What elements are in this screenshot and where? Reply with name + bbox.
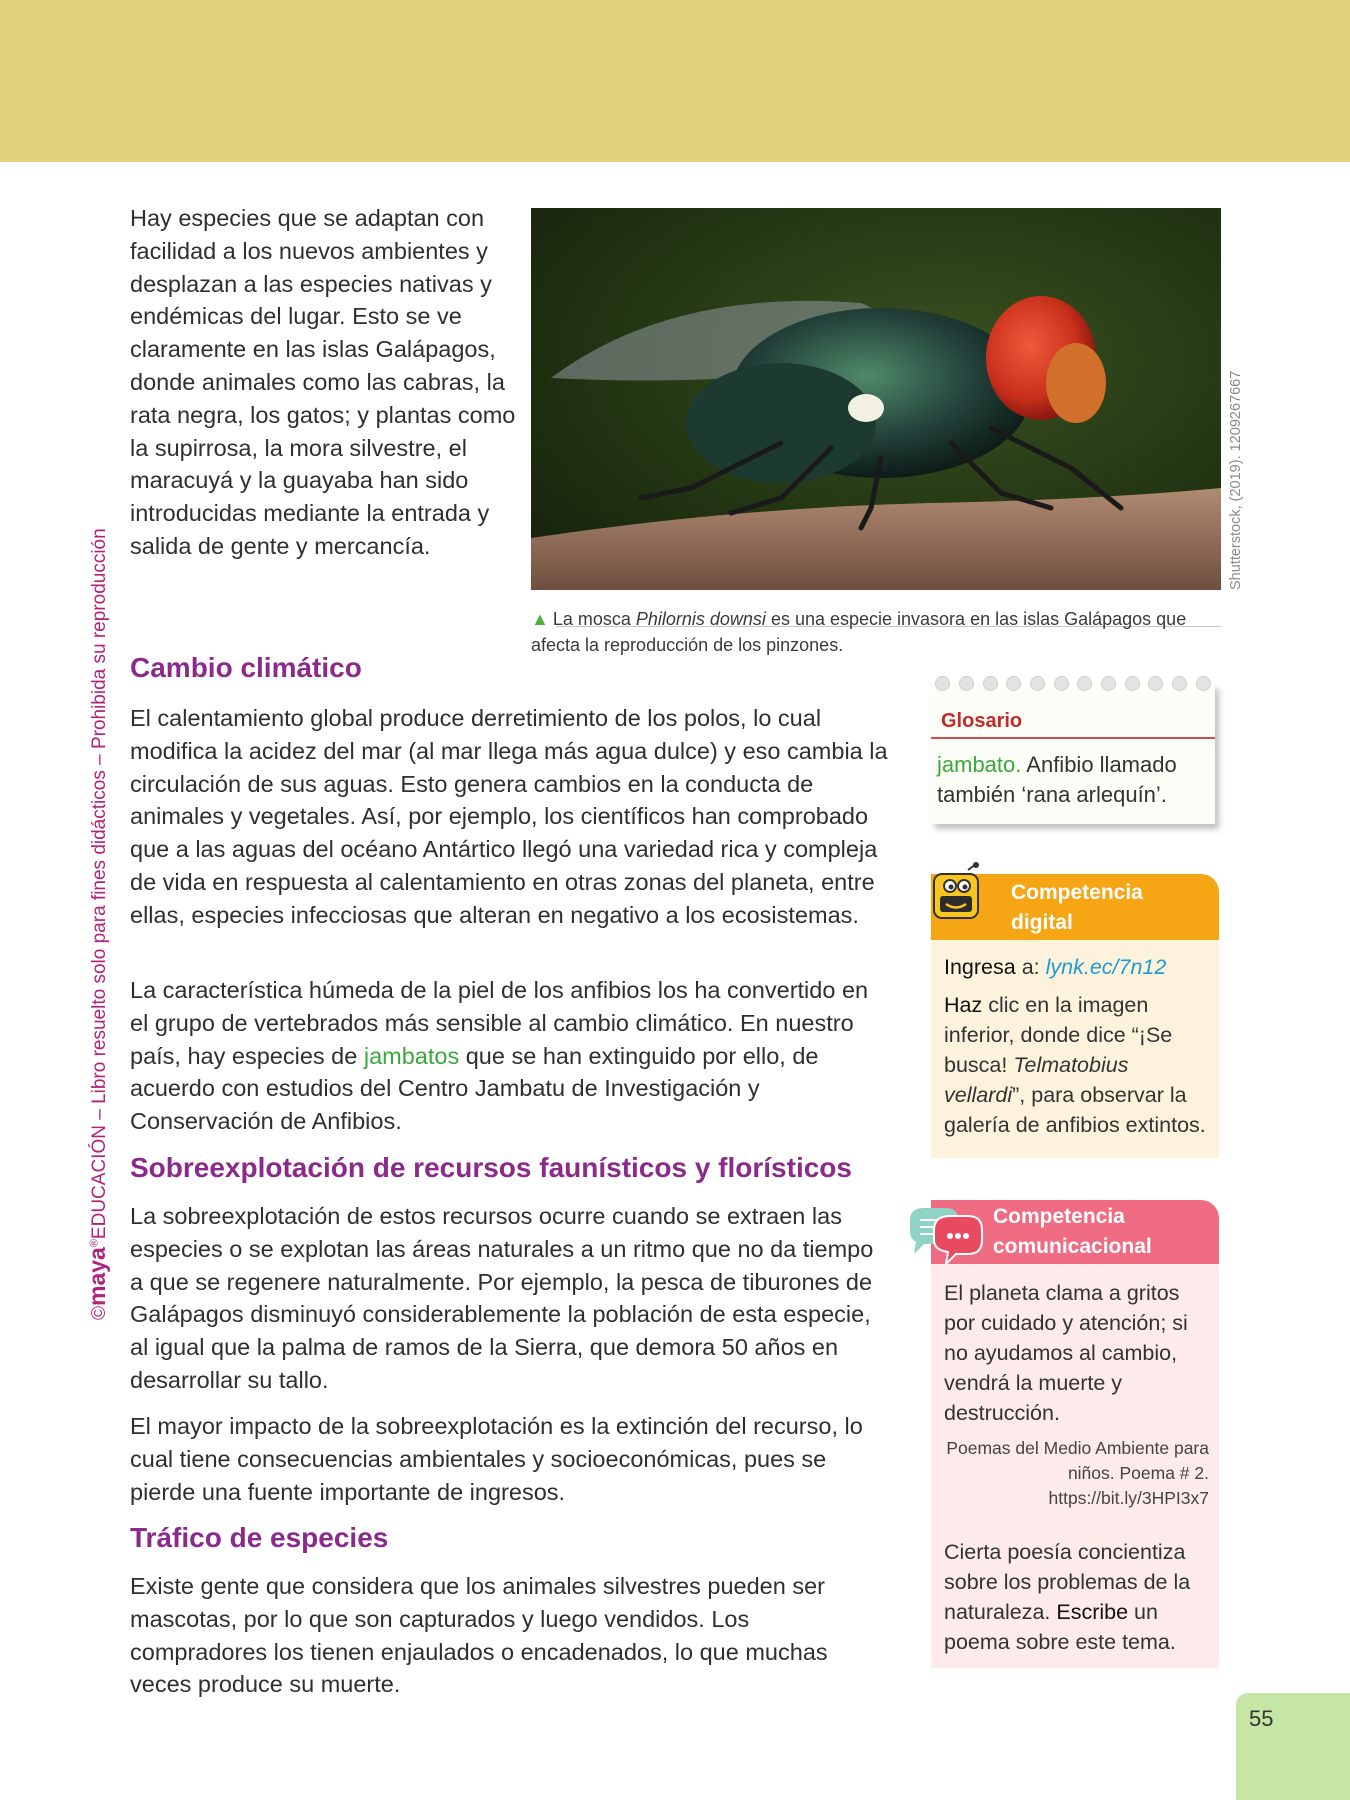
photo-credit: Shutterstock, (2019). 1209267667 bbox=[1228, 370, 1244, 590]
competencia-digital-text bbox=[944, 952, 1214, 1148]
intro-paragraph: Hay especies que se adaptan con facilidad a los nuevos ambientes y desplazan a las especies nativas y endémicas del lugar. Esto se ve claramente en las islas Galápagos, donde animales como las cabras, la rata negra, los gatos; y plantas como la supirrosa, la mora silvestre, el maracuyá y la guayaba han sido introducidas mediante la entrada y salida de gente y mercancía. bbox=[130, 205, 516, 559]
fly-photo bbox=[531, 208, 1221, 590]
competencia-comunicacional-title: Competencia comunicacional bbox=[993, 1205, 1152, 1258]
glossary-title: Glosario bbox=[941, 710, 1023, 732]
cambio-p2-start: La característica húmeda de la piel de los anfibios los ha convertido en el grupo de vertebrados más sensible al cambio climático. En nuestro país, hay especies de bbox=[130, 977, 869, 1069]
registered-symbol: ® bbox=[88, 1239, 101, 1248]
trafico-paragraph: Existe gente que considera que los animales silvestres pueden ser mascotas, por lo que son capturados y luego vendidos. Los compradores los tienen enjaulados o encadenados, lo que muchas veces produce su muerte. bbox=[130, 1573, 828, 1698]
task-text-end: un poema sobre este tema. bbox=[944, 1600, 1176, 1654]
glossary-underline bbox=[931, 737, 1215, 739]
caption-text-end: es una especie invasora en las islas Galápagos que afecta la reproducción de los pinzones. bbox=[531, 609, 1187, 655]
glossary-term: jambato. bbox=[937, 752, 1022, 777]
sobre-paragraph-1: La sobreexplotación de estos recursos ocurre cuando se extraen las especies o se explotan las áreas naturales a un ritmo que no da tiempo a que se regenere naturalmente. Por ejemplo, la pesca de tiburones de Galápagos disminuyó considerablemente la población de esta especie, al igual que la palma de ramos de la Sierra, que demora 50 años en desarrollar su tallo. bbox=[130, 1203, 874, 1393]
cambio-paragraph-1: El calentamiento global produce derretimiento de los polos, lo cual modifica la acidez del mar (al mar llega más agua dulce) y eso cambia la circulación de sus aguas. Esto genera cambios en la conducta de animales y vegetales. Así, por ejemplo, los científicos han comprobado que a las aguas del océano Antártico llegó una variedad rica y compleja de vida en respuesta al calentamiento en otras zonas del planeta, entre ellas, especies infecciosas que alteran en negativo a los ecosistemas. bbox=[130, 705, 888, 928]
haz-label: Haz bbox=[944, 993, 983, 1017]
poem-text: El planeta clama a gritos por cuidado y atención; si no ayudamos al cambio, vendrá la muerte y destrucción. bbox=[944, 1281, 1188, 1425]
robot-icon bbox=[928, 862, 988, 932]
top-color-band bbox=[0, 0, 1350, 162]
glossary-box bbox=[931, 684, 1215, 824]
cambio-paragraph-2 bbox=[130, 974, 890, 1138]
photo-caption bbox=[531, 606, 1221, 658]
page-number: 55 bbox=[1249, 1706, 1274, 1731]
glossary-term-jambatos: jambatos bbox=[363, 1042, 460, 1069]
caption-species: Philornis downsi bbox=[635, 609, 766, 629]
cambio-p2-end: que se han extinguido por ello, de acuerdo con estudios del Centro Jambatu de Investigación y Conservación de Anfibios. bbox=[130, 1042, 819, 1135]
ingresa-connector: a: bbox=[1015, 955, 1046, 979]
glossary-definition: Anfibio llamado también ‘rana arlequín’. bbox=[937, 752, 1177, 807]
poem-source: Poemas del Medio Ambiente para niños. Poema # 2. https://bit.ly/3HPI3x7 bbox=[946, 1438, 1209, 1508]
haz-species: Telmatobius vellardi bbox=[944, 1053, 1129, 1107]
spiral-binding bbox=[931, 676, 1215, 692]
task-verb: Escribe bbox=[1056, 1600, 1129, 1624]
caption-text-start: La mosca bbox=[552, 609, 636, 629]
competencia-digital-title: Competencia digital bbox=[1011, 881, 1143, 934]
heading-cambio-climatico: Cambio climático bbox=[130, 652, 362, 683]
heading-sobreexplotacion: Sobreexplotación de recursos faunísticos y florísticos bbox=[130, 1152, 852, 1183]
brand-name: maya bbox=[84, 1247, 110, 1306]
speech-bubbles-icon bbox=[906, 1202, 986, 1272]
writing-task bbox=[944, 1537, 1209, 1657]
lynk-link[interactable]: lynk.ec/7n12 bbox=[1045, 955, 1167, 979]
caption-triangle-icon: ▲ bbox=[531, 609, 549, 629]
side-copyright-credit bbox=[84, 500, 111, 1320]
side-credit-text: EDUCACIÓN – Libro resuelto solo para fines didácticos – Prohibida su reproducción bbox=[89, 528, 110, 1240]
sobre-paragraph-2: El mayor impacto de la sobreexplotación es la extinción del recurso, lo cual tiene consecuencias ambientales y socioeconómicas, pues se pierde una fuente importante de ingresos. bbox=[130, 1413, 863, 1505]
glossary-entry bbox=[937, 750, 1211, 810]
copyright-symbol: © bbox=[89, 1306, 110, 1320]
haz-text-start: clic en la imagen inferior, donde dice “¡Se busca! bbox=[944, 993, 1173, 1077]
ingresa-label: Ingresa bbox=[944, 955, 1016, 979]
heading-trafico: Tráfico de especies bbox=[130, 1522, 389, 1553]
haz-text-end: ”, para observar la galería de anfibios extintos. bbox=[944, 1083, 1206, 1137]
task-text-start: Cierta poesía concientiza sobre los problemas de la naturaleza. bbox=[944, 1540, 1191, 1624]
